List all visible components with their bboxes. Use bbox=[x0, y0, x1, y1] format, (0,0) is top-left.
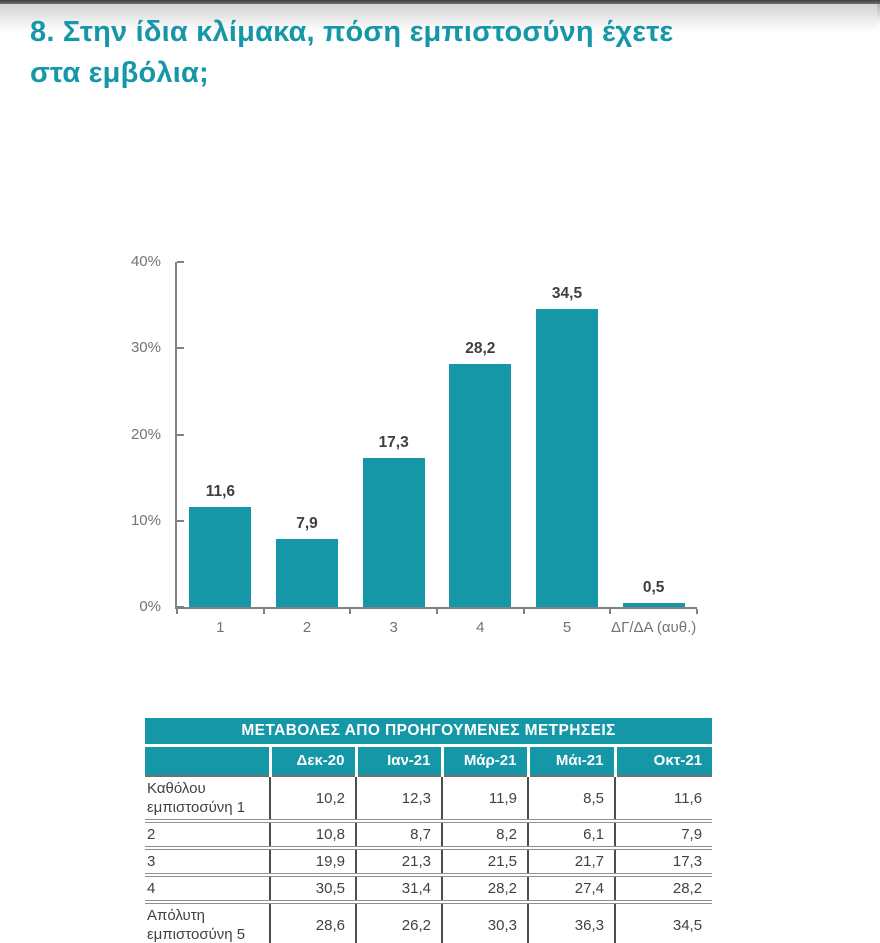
value-cell: 26,2 bbox=[356, 902, 442, 943]
x-axis-tick bbox=[523, 609, 525, 614]
page-title-line2: στα εμβόλια; bbox=[30, 57, 209, 89]
value-cell: 12,3 bbox=[356, 776, 442, 821]
value-cell: 31,4 bbox=[356, 875, 442, 902]
value-cell: 6,1 bbox=[528, 821, 615, 848]
table-header-row bbox=[145, 745, 712, 776]
value-cell: 30,3 bbox=[442, 902, 528, 943]
y-axis-label: 10% bbox=[130, 511, 161, 529]
x-axis-tick bbox=[263, 609, 265, 614]
table-wrap bbox=[145, 718, 712, 943]
table-title-row bbox=[145, 718, 712, 745]
value-cell: 17,3 bbox=[615, 848, 712, 875]
bar bbox=[363, 458, 425, 607]
table-row bbox=[145, 848, 712, 875]
value-cell: 28,2 bbox=[442, 875, 528, 902]
value-cell: 11,6 bbox=[615, 776, 712, 821]
bar-value-label: 17,3 bbox=[378, 433, 409, 451]
bar bbox=[536, 309, 598, 607]
table-row bbox=[145, 902, 712, 943]
y-axis-label: 20% bbox=[130, 425, 161, 443]
value-cell: 8,7 bbox=[356, 821, 442, 848]
y-axis-tick bbox=[177, 434, 184, 436]
value-cell: 27,4 bbox=[528, 875, 615, 902]
table-corner-cell bbox=[145, 745, 270, 776]
row-label: 3 bbox=[147, 853, 156, 870]
value-cell: 28,2 bbox=[615, 875, 712, 902]
y-axis-tick bbox=[177, 347, 184, 349]
row-label: 2 bbox=[147, 826, 156, 843]
value-cell: 8,5 bbox=[528, 776, 615, 821]
y-axis-label: 0% bbox=[139, 598, 161, 615]
measurements-table bbox=[145, 718, 712, 943]
x-axis-category-label: 5 bbox=[562, 619, 572, 636]
bar bbox=[189, 507, 251, 607]
x-axis-category-label: 3 bbox=[389, 619, 398, 636]
bar-value-label: 28,2 bbox=[465, 339, 496, 357]
row-label: 4 bbox=[147, 880, 156, 897]
x-axis-tick bbox=[176, 609, 178, 614]
y-axis-tick bbox=[177, 261, 184, 263]
x-axis-category-label: 2 bbox=[302, 619, 312, 636]
plot-area bbox=[130, 253, 697, 636]
value-cell: 8,2 bbox=[442, 821, 528, 848]
y-axis-tick bbox=[177, 520, 184, 522]
row-label: Καθόλου εμπιστοσύνη 1 bbox=[147, 780, 246, 816]
value-cell: 21,5 bbox=[442, 848, 528, 875]
value-cell: 30,5 bbox=[270, 875, 356, 902]
column-header: Μάρ-21 bbox=[442, 745, 528, 776]
bar-value-label: 34,5 bbox=[551, 285, 583, 303]
x-axis-tick bbox=[609, 609, 611, 614]
value-cell: 11,9 bbox=[442, 776, 528, 821]
page-title bbox=[30, 12, 673, 94]
bar bbox=[276, 539, 338, 607]
x-axis-tick bbox=[349, 609, 351, 614]
value-cell: 21,3 bbox=[356, 848, 442, 875]
column-header: Οκτ-21 bbox=[615, 745, 712, 776]
bar bbox=[449, 364, 511, 607]
column-header: Μάι-21 bbox=[528, 745, 615, 776]
x-axis-category-label: 4 bbox=[476, 619, 485, 636]
bar-value-label: 0,5 bbox=[642, 578, 665, 596]
y-axis-label: 30% bbox=[130, 339, 161, 357]
row-label: Απόλυτη εμπιστοσύνη 5 bbox=[147, 907, 246, 943]
value-cell: 7,9 bbox=[615, 821, 712, 848]
value-cell: 10,2 bbox=[270, 776, 356, 821]
value-cell: 19,9 bbox=[270, 848, 356, 875]
table-row bbox=[145, 821, 712, 848]
table-row bbox=[145, 776, 712, 821]
bar-value-label: 11,6 bbox=[205, 482, 235, 500]
table-title: ΜΕΤΑΒΟΛΕΣ ΑΠΟ ΠΡΟΗΓΟΥΜΕΝΕΣ ΜΕΤΡΗΣΕΙΣ bbox=[145, 718, 712, 745]
x-axis-category-label: 1 bbox=[216, 619, 225, 636]
y-axis-label: 40% bbox=[130, 253, 161, 270]
value-cell: 10,8 bbox=[270, 821, 356, 848]
column-header: Ιαν-21 bbox=[356, 745, 442, 776]
x-axis-category-label: ΔΓ/ΔΑ (αυθ.) bbox=[611, 619, 697, 636]
x-axis-tick bbox=[696, 609, 698, 614]
page-title-line1: 8. Στην ίδια κλίμακα, πόση εμπιστοσύνη έχετε bbox=[30, 16, 674, 48]
table-row bbox=[145, 875, 712, 902]
x-axis-tick bbox=[436, 609, 438, 614]
bar bbox=[623, 603, 685, 607]
value-cell: 21,7 bbox=[528, 848, 615, 875]
bar-value-label: 7,9 bbox=[296, 514, 318, 532]
value-cell: 34,5 bbox=[615, 902, 712, 943]
column-header: Δεκ-20 bbox=[270, 745, 356, 776]
y-axis-tick bbox=[177, 606, 184, 608]
value-cell: 28,6 bbox=[270, 902, 356, 943]
value-cell: 36,3 bbox=[528, 902, 615, 943]
